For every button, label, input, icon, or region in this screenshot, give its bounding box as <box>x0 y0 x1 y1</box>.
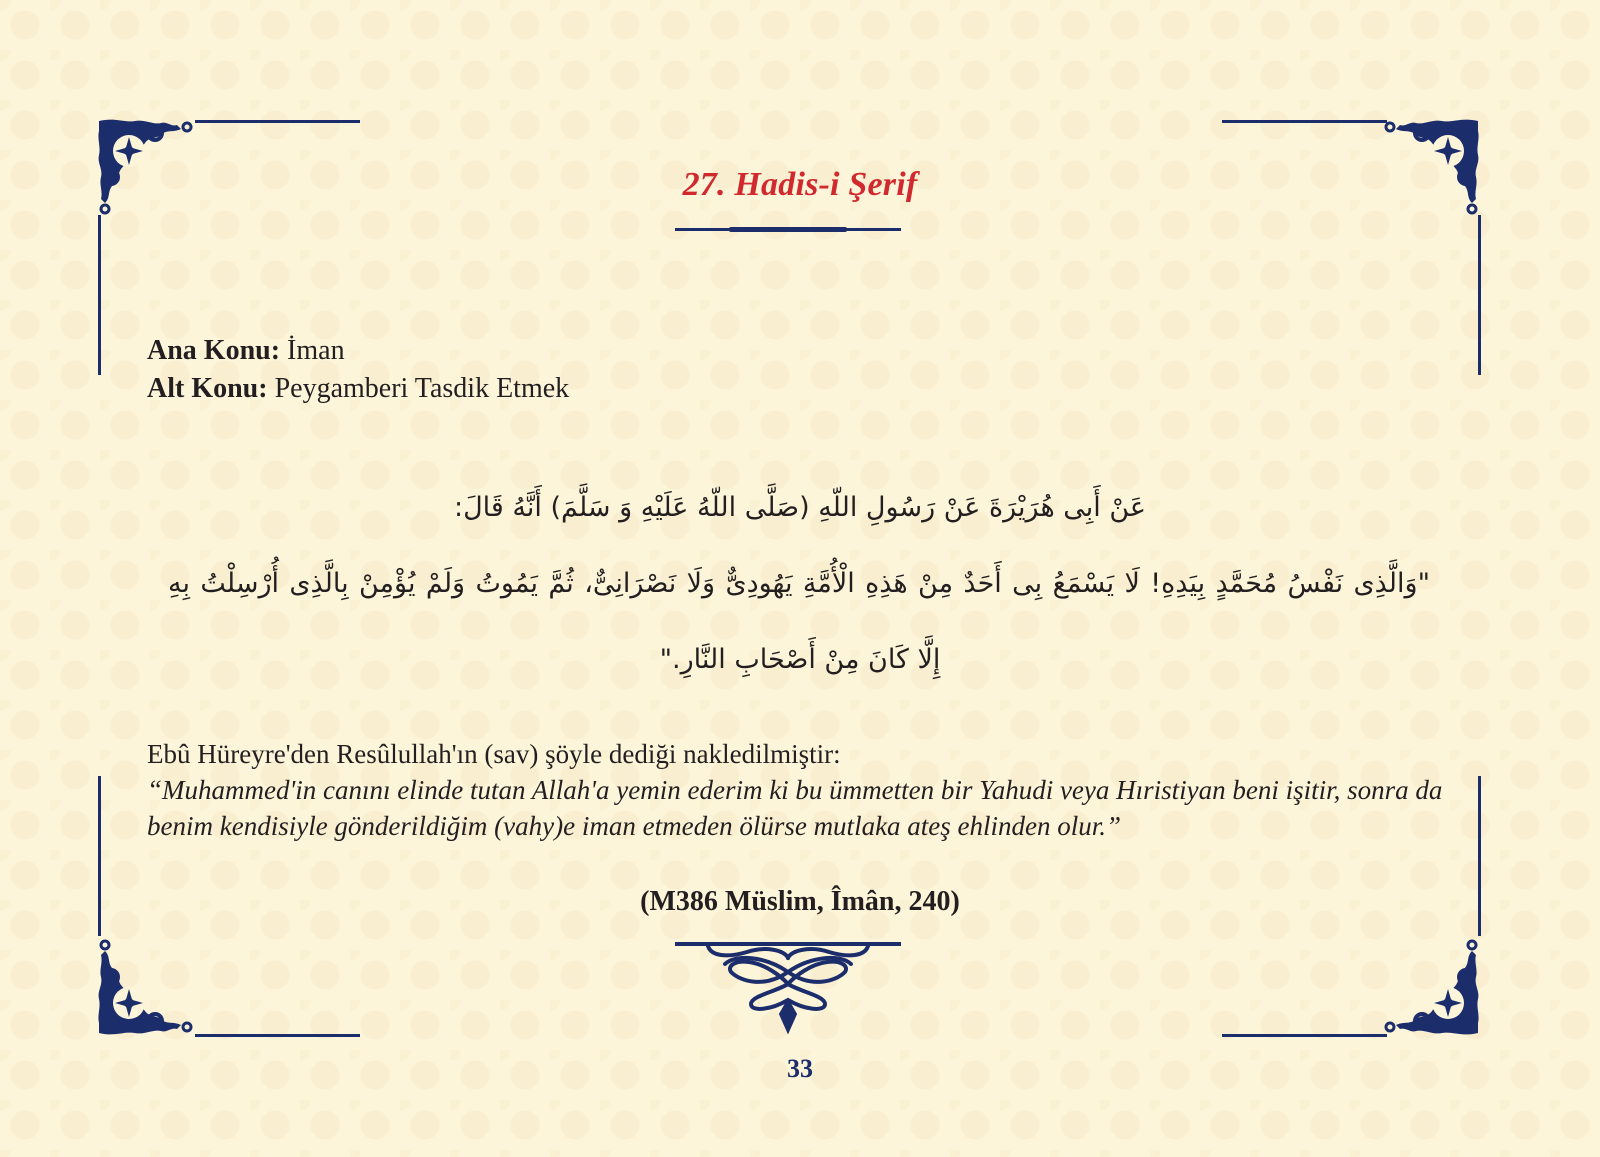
translation-block <box>147 736 1447 844</box>
main-topic-label: Ana Konu: <box>147 335 281 366</box>
main-topic-row <box>147 332 569 370</box>
page-number: 33 <box>787 1054 813 1083</box>
frame-rule-bottom-right <box>1222 1034 1387 1037</box>
frame-rule-left-top <box>98 215 101 375</box>
translation-intro: Ebû Hüreyre'den Resûlullah'ın (sav) şöyle dediği nakledilmiştir: <box>147 739 841 769</box>
arabic-line-2: "وَالَّذِى نَفْسُ مُحَمَّدٍ بِيَدِهِ! لَا يَسْمَعُ بِى أَحَدٌ مِنْ هَذِهِ الْأُمَّةِ يَهُودِىٌّ وَلَا نَصْرَانِىٌّ، ثُمَّ يَمُوتُ وَلَمْ يُؤْمِنْ بِالَّذِى أُرْسِلْتُ بِهِ <box>168 568 1430 599</box>
main-topic-value: İman <box>280 335 345 366</box>
frame-rule-bottom-left <box>195 1034 360 1037</box>
source-citation: (M386 Müslim, Îmân, 240) <box>640 886 960 917</box>
arabic-line-1: عَنْ أَبِى هُرَيْرَةَ عَنْ رَسُولِ اللّهِ (صَلَّى اللّهُ عَلَيْهِ وَ سَلَّمَ) أَنَّهُ قَالَ: <box>453 492 1147 523</box>
arabic-line-3: إِلَّا كَانَ مِنْ أَصْحَابِ النَّارِ." <box>659 644 941 675</box>
frame-rule-top-right <box>1222 120 1387 123</box>
frame-rule-top-left <box>195 120 360 123</box>
corner-ornament-bottom-left-icon <box>95 917 215 1037</box>
topic-block <box>147 332 569 408</box>
translation-quote: “Muhammed'in canını elinde tutan Allah'a yemin ederim ki bu ümmetten bir Yahudi veya Hıristiyan beni işitir, sonra da benim kendisiyle gönderildiğim (vahy)e iman etmeden ölürse mutlaka ateş ehlinden olur.” <box>147 775 1443 841</box>
title-divider <box>675 228 901 231</box>
sub-topic-value: Peygamberi Tasdik Etmek <box>267 373 570 404</box>
frame-rule-right-top <box>1478 215 1481 375</box>
page-title: 27. Hadis-i Şerif <box>682 166 918 203</box>
knot-ornament-icon <box>675 942 901 1042</box>
sub-topic-row <box>147 370 569 408</box>
corner-ornament-bottom-right-icon <box>1362 917 1482 1037</box>
sub-topic-label: Alt Konu: <box>147 373 268 404</box>
